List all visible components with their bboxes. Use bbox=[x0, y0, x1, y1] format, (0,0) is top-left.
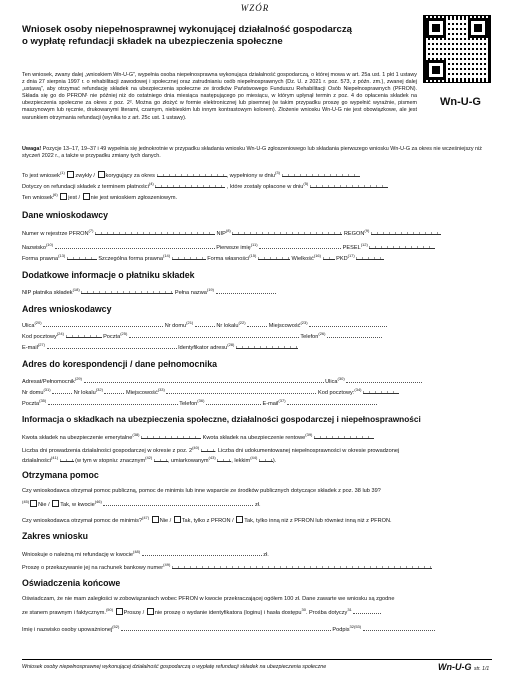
field-podpis[interactable] bbox=[363, 624, 435, 631]
field-ulica-kor[interactable] bbox=[346, 376, 422, 383]
field-pkd[interactable] bbox=[356, 254, 384, 260]
field-miejscowosc-kor[interactable] bbox=[166, 387, 316, 394]
field-nip[interactable] bbox=[232, 229, 342, 235]
field-poczta-kor[interactable] bbox=[48, 398, 178, 405]
field-regon[interactable] bbox=[371, 229, 441, 235]
field-pfron[interactable] bbox=[95, 229, 215, 235]
field-kwota-refundacji[interactable] bbox=[142, 549, 262, 556]
field-imie[interactable] bbox=[259, 242, 341, 249]
field-kod-pocztowy[interactable] bbox=[66, 332, 102, 338]
note: Uwaga! Pozycje 13–17, 19–37 i 49 wypełnia się jednokrotnie w przypadku składania wniosku Wn-U-G zgłoszeniowego lub składania pierwszego wniosku Wn-U-G za okres nie wcześniejszy niż styczeń 2022 r., a także w przypadku zmiany tych danych. bbox=[22, 146, 482, 160]
intro-text: Ten wniosek, zwany dalej „wnioskiem Wn-U-G”, wypełnia osoba niepełnosprawna wykonująca działalność gospodarczą, o której mowa w art. 25a ust. 1 pkt 1 ustawy z dnia 27 sierpnia 1997 r. o rehabilitacji zawodowej i społecznej oraz zatrudnianiu osób niepełnosprawnych (Dz. U. z 2021 r. poz. 573, z późn. zm.), zwanej dalej „ustawą”, aby otrzymać refundację składek na ubezpieczenia społeczne ze środków Państwowego Funduszu Rehabilitacji Osób Niepełnosprawnych (PFRON). Składa się go do PFRON¹ nie później niż do ostatniego dnia miesiąca następującego po miesiącu, w którym upłynął termin z poz. 4 do opłacenia składek na ubezpieczenia społeczne za okres z poz. 2². Można go złożyć w formie elektronicznej lub pisemnej (w takim przypadku proszę go wypełnić wyraźnie, pismem maszynowym lub ręcznie, drukowanymi literami, czarnym, niebieskim lub innym kontrastowym kolorem). Złożenie wniosku Wn-U-G nie jest obowiązkowe, ale jest warunkiem otrzymania refundacji (wynika to z art. 25c ust. 1 ustawy). bbox=[22, 72, 417, 121]
field-szczegolna-forma[interactable] bbox=[172, 254, 206, 260]
field-dni-lekki[interactable] bbox=[259, 456, 273, 462]
section-oswiadczenia: Oświadczenia końcowe bbox=[22, 578, 121, 588]
footer-code: Wn-U-G str. 1/1 bbox=[438, 662, 490, 672]
form-title: Wniosek osoby niepełnosprawnej wykonującej działalność gospodarczą o wypłatę refundacji składek na ubezpieczenia społeczne bbox=[22, 24, 353, 47]
checkbox-prosze[interactable] bbox=[116, 608, 123, 615]
checkbox-nie-jest[interactable] bbox=[83, 193, 90, 200]
checkbox-nie-prosze[interactable] bbox=[147, 608, 154, 615]
field-dni-niepelnosprawnosci[interactable] bbox=[60, 456, 74, 462]
footer-text: Wniosek osoby niepełnosprawnej wykonującej działalność gospodarczą o wypłatę refundacji składek na ubezpieczenia społeczne bbox=[22, 664, 327, 670]
field-nip-platnika[interactable] bbox=[81, 288, 173, 294]
field-dni-znaczny[interactable] bbox=[154, 456, 168, 462]
footer-divider bbox=[22, 659, 492, 660]
row-registration: Ten wniosek$^{(6)}$ jest / nie jest wnioskiem zgłoszeniowym. bbox=[22, 192, 178, 201]
field-nr-lokalu[interactable] bbox=[247, 320, 267, 327]
field-nr-domu[interactable] bbox=[195, 320, 215, 327]
field-poczta[interactable] bbox=[129, 331, 299, 338]
field-kwota-emerytalne[interactable] bbox=[141, 433, 201, 439]
field-forma-prawna[interactable] bbox=[67, 254, 97, 260]
checkbox-korygujacy[interactable] bbox=[98, 171, 105, 178]
field-data-oplacenia[interactable] bbox=[310, 182, 388, 188]
checkbox-pomoc-nie[interactable] bbox=[30, 500, 37, 507]
field-kwota-pomocy[interactable] bbox=[103, 499, 253, 506]
field-dni-dzialalnosci[interactable] bbox=[201, 446, 215, 452]
field-telefon[interactable] bbox=[327, 331, 382, 338]
field-email-kor[interactable] bbox=[287, 398, 377, 405]
field-pelna-nazwa[interactable] bbox=[216, 287, 276, 294]
qr-code-icon bbox=[423, 15, 491, 83]
section-adres-wnioskodawcy: Adres wnioskodawcy bbox=[22, 304, 112, 314]
field-pesel[interactable] bbox=[369, 243, 435, 249]
section-korespondencja: Adres do korespondencji / dane pełnomocnika bbox=[22, 359, 218, 369]
field-telefon-kor[interactable] bbox=[206, 398, 261, 405]
checkbox-pomoc-tak[interactable] bbox=[52, 500, 59, 507]
field-nazwisko[interactable] bbox=[55, 242, 215, 249]
field-forma-wlasnosci[interactable] bbox=[258, 254, 290, 260]
section-dane-wnioskodawcy: Dane wnioskodawcy bbox=[22, 210, 109, 220]
form-page: WZÓR Wniosek osoby niepełnosprawnej wykonującej działalność gospodarczą o wypłatę refundacji składek na ubezpieczenia społeczne Wn-U-G Ten wniosek, zwany dalej „wnioskiem Wn-U-G”, wypełnia osoba niepełnosprawna wykonująca działalność gospodarczą, o której mowa w art. 25a ust. 1 pkt 1 ustawy z dnia 27 sierpnia 1997 r. o rehabilitacji zawodowej i społecznej oraz zatrudnianiu osób niepełnosprawnych (Dz. U. z 2021 r. poz. 573, z późn. zm.), zwanej dalej „ustawą”, aby otrzymać refundację składek na ubezpieczenia społeczne ze środków Państwowego Funduszu Rehabilitacji Osób Niepełnosprawnych (PFRON). Składa się go do PFRON¹ nie później niż do ostatniego dnia miesiąca następującego po miesiącu, w którym upłynął termin z poz. 4 do opłacenia składek na ubezpieczenia społeczne za okres z poz. 2². Można go złożyć w formie elektronicznej lub pisemnej (w takim przypadku proszę go wypełnić wyraźnie, pismem maszynowym lub ręcznie, drukowanymi literami, czarnym, niebieskim lub innym kontrastowym kolorem). Złożenie wniosku Wn-U-G nie jest obowiązkowe, ale jest warunkiem otrzymania refundacji (wynika to z art. 25c ust. 1 ustawy). Uwaga! Pozycje 13–17, 19–37 i 49 wypełnia się jednokrotnie w przypadku składania wniosku Wn-U-G zgłoszeniowego lub składania pierwszego wniosku Wn-U-G za okres nie wcześniejszy niż styczeń 2022 r., a także w przypadku zmiany tych danych. To jest wniosek$^{(1)}$ zwykły / korygujący za okres , wypełniony w dniu$^{(3)}$ Dotyczy on refundacji składek z terminem płatności$^{(4)}$ , które zostały opłacone w dniu$^{(5)}$ Ten wniosek$^{(6)}$ jest / nie jest wnioskiem zgłoszeniowym. Dane wnioskodawcy Numer w rejestrze PFRON$^{(7)}$ NIP$^{(8)}$ REGON$^{(9)}$ Nazwisko$^{(10)}$ Pierwsze imię$^{(11)}$ PESEL$^{(12)}$ Forma prawna$^{(13)}$ Szczególna forma prawna$^{(14)}$ Forma własności$^{(15)}$ Wielkość$^{(16)}$ PKD$^{(17)}$ Dodatkowe informacje o płatniku składek NIP płatnika składek$^{(18)}$ Pełna nazwa$^{(19)}$ Adres wnioskodawcy Ulica$^{(20)}$ Nr domu$^{(21)}$ Nr lokalu$^{(22)}$ Miejscowość$^{(23)}$ Kod pocztowy$^{(24)}$ Poczta$^{(25)}$ Telefon$^{(26)}$ E-mail$^{(27)}$ Identyfikator adresu$^{(28)}$ Adres do korespondencji / dane pełnomocnika Adresat/Pełnomocnik$^{(29)}$ Ulica$^{(30)}$ Nr domu$^{(31)}$ Nr lokalu$^{(32)}$ Miejscowość$^{(33)}$ Kod pocztowy:$^{(34)}$ Poczta$^{(35)}$ Telefon$^{(36)}$ E-mail$^{(37)}$ Informacja o składkach na ubezpieczenia społeczne, działalności gospodarczej i niepełnosprawności Kwota składek na ubezpieczenie emerytalne$^{(38)}$ Kwota składek na ubezpieczenie rentowe$^{(39)}$ Liczba dni prowadzenia działalności gospodarczej w okresie z poz. 2$^{(40)}$ . Liczba dni udokumentowanej niepełnosprawności w okresie prowadzonej działalności$^{(41)}$ (w tym w stopniu: znacznym$^{(42)}$ , umiarkowanym$^{(43)}$ , lekkim$^{(44)}$ ). Otrzymana pomoc Czy wnioskodawca otrzymał pomoc publiczną, pomoc de minimis lub inne wsparcie ze środków publicznych dotyczące składek z poz. 38 lub 39? $^{(45)}$Nie / Tak, w kwocie$^{(46)}$ zł. Czy wnioskodawca otrzymał pomoc de minimis?$^{(47)}$ Nie / Tak, tylko z PFRON / Tak, tylko inną niż z PFRON lub również inną niż z PFRON. Zakres wniosku Wnioskuje o należną mi refundację w kwocie$^{(48)}$ zł. Proszę o przekazywanie jej na rachunek bankowy numer$^{(49)}$ Oświadczenia końcowe Oświadczam, że nie mam zaległości w zobowiązaniach wobec PFRON w kwocie przekraczającej ogółem 100 zł. Dane zawarte we wniosku są zgodne ze stanem prawnym i faktycznym.$^{(50)}$ Proszę / nie proszę o wydanie identyfikatora (loginu) i hasła dostępu$^{30}$. Prośba dotyczy$^{31}$ Imię i nazwisko osoby upoważnionej$^{(52)}$ Podpis$^{32(53)}$ Wniosek osoby niepełnosprawnej wykonującej działalność gospodarczą o wypłatę refundacji składek na ubezpieczenia społeczne Wn-U-G str. 1/1 bbox=[0, 0, 510, 685]
field-ulica[interactable] bbox=[43, 320, 163, 327]
field-wielkosc[interactable] bbox=[323, 254, 335, 260]
checkbox-deminimis-nie[interactable] bbox=[152, 516, 159, 523]
field-dni-umiarkowany[interactable] bbox=[217, 456, 231, 462]
row-request-type: To jest wniosek$^{(1)}$ zwykły / korygujący za okres , wypełniony w dniu$^{(3)}$ bbox=[22, 170, 360, 179]
field-kod-kor[interactable] bbox=[363, 388, 399, 394]
row-payment-date: Dotyczy on refundacji składek z terminem płatności$^{(4)}$ , które zostały opłacone w dniu$^{(5)}$ bbox=[22, 181, 388, 190]
section-zakres: Zakres wniosku bbox=[22, 531, 89, 541]
section-skladki: Informacja o składkach na ubezpieczenia społeczne, działalności gospodarczej i niepełnosprawności bbox=[22, 414, 421, 424]
form-code: Wn-U-G bbox=[440, 96, 481, 108]
checkbox-jest[interactable] bbox=[60, 193, 67, 200]
field-osoba-upowazniona[interactable] bbox=[121, 624, 331, 631]
field-nr-lokalu-kor[interactable] bbox=[104, 387, 124, 394]
field-nr-domu-kor[interactable] bbox=[52, 387, 72, 394]
field-kwota-rentowe[interactable] bbox=[314, 433, 374, 439]
checkbox-deminimis-pfron[interactable] bbox=[174, 516, 181, 523]
field-adresat[interactable] bbox=[84, 376, 324, 383]
checkbox-deminimis-inna[interactable] bbox=[236, 516, 243, 523]
field-email[interactable] bbox=[47, 342, 177, 349]
section-platnik: Dodatkowe informacje o płatniku składek bbox=[22, 270, 195, 280]
wzor-label: WZÓR bbox=[240, 3, 270, 13]
field-okres[interactable] bbox=[157, 171, 227, 177]
section-pomoc: Otrzymana pomoc bbox=[22, 470, 99, 480]
field-prosba-dotyczy[interactable] bbox=[353, 607, 381, 614]
field-data-wypelnienia[interactable] bbox=[282, 171, 360, 177]
checkbox-zwykly[interactable] bbox=[67, 171, 74, 178]
field-miejscowosc[interactable] bbox=[309, 320, 387, 327]
field-identyfikator[interactable] bbox=[236, 343, 298, 349]
field-termin-platnosci[interactable] bbox=[155, 182, 225, 188]
field-rachunek-bankowy[interactable] bbox=[172, 563, 432, 569]
